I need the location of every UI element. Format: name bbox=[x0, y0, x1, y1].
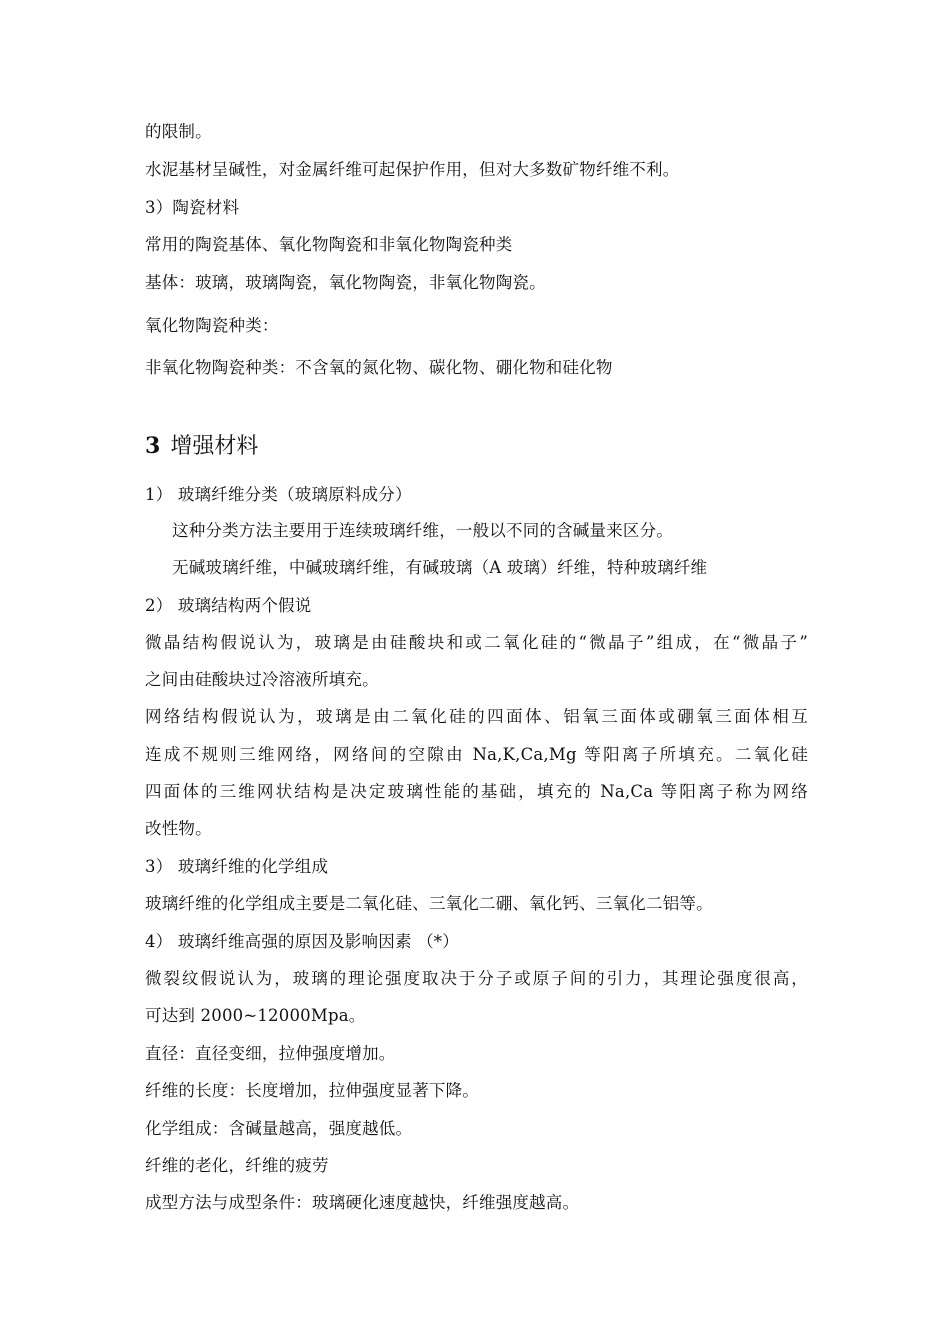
text-line: 的限制。 bbox=[145, 122, 212, 141]
text-line: 这种分类方法主要用于连续玻璃纤维，一般以不同的含碱量来区分。 bbox=[172, 521, 673, 540]
text-line: 非氧化物陶瓷种类：不含氧的氮化物、碳化物、硼化物和硅化物 bbox=[145, 358, 613, 377]
text-line: 化学组成：含碱量越高，强度越低。 bbox=[145, 1119, 413, 1138]
text-line: 3）陶瓷材料 bbox=[145, 198, 240, 217]
section-heading bbox=[145, 432, 258, 461]
text-line: 连成不规则三维网络，网络间的空隙由 Na,K,Ca,Mg 等阳离子所填充。二氧化硅 bbox=[145, 745, 808, 764]
text-line: 直径：直径变细，拉伸强度增加。 bbox=[145, 1044, 396, 1063]
text-line: 玻璃纤维的化学组成主要是二氧化硅、三氧化二硼、氧化钙、三氧化二铝等。 bbox=[145, 894, 713, 913]
text-line: 氧化物陶瓷种类： bbox=[145, 316, 279, 335]
text-line: 微晶结构假说认为，玻璃是由硅酸块和或二氧化硅的“微晶子”组成，在“微晶子” bbox=[145, 633, 808, 652]
section-number: 3 bbox=[145, 433, 161, 459]
text-line: 基体：玻璃，玻璃陶瓷，氧化物陶瓷，非氧化物陶瓷。 bbox=[145, 273, 546, 292]
text-line: 纤维的老化，纤维的疲劳 bbox=[145, 1156, 329, 1175]
text-line: 3） 玻璃纤维的化学组成 bbox=[145, 857, 329, 876]
text-line: 纤维的长度：长度增加，拉伸强度显著下降。 bbox=[145, 1081, 479, 1100]
text-line: 微裂纹假说认为，玻璃的理论强度取决于分子或原子间的引力，其理论强度很高， bbox=[145, 969, 808, 988]
text-line: 网络结构假说认为，玻璃是由二氧化硅的四面体、铝氧三面体或硼氧三面体相互 bbox=[145, 707, 808, 726]
text-line: 可达到 2000~12000Mpa。 bbox=[145, 1006, 366, 1025]
section-title: 增强材料 bbox=[170, 434, 259, 459]
text-line: 水泥基材呈碱性，对金属纤维可起保护作用，但对大多数矿物纤维不利。 bbox=[145, 160, 680, 179]
text-line: 4） 玻璃纤维高强的原因及影响因素 （*） bbox=[145, 932, 459, 951]
text-line: 改性物。 bbox=[145, 819, 212, 838]
text-line: 成型方法与成型条件：玻璃硬化速度越快，纤维强度越高。 bbox=[145, 1193, 580, 1212]
text-line: 1） 玻璃纤维分类（玻璃原料成分） bbox=[145, 485, 412, 504]
text-line: 无碱玻璃纤维，中碱玻璃纤维，有碱玻璃（A 玻璃）纤维，特种玻璃纤维 bbox=[172, 558, 708, 577]
text-line: 之间由硅酸块过冷溶液所填充。 bbox=[145, 670, 379, 689]
text-line: 四面体的三维网状结构是决定玻璃性能的基础，填充的 Na,Ca 等阳离子称为网络 bbox=[145, 782, 808, 801]
text-line: 常用的陶瓷基体、氧化物陶瓷和非氧化物陶瓷种类 bbox=[145, 235, 513, 254]
text-line: 2） 玻璃结构两个假说 bbox=[145, 596, 312, 615]
